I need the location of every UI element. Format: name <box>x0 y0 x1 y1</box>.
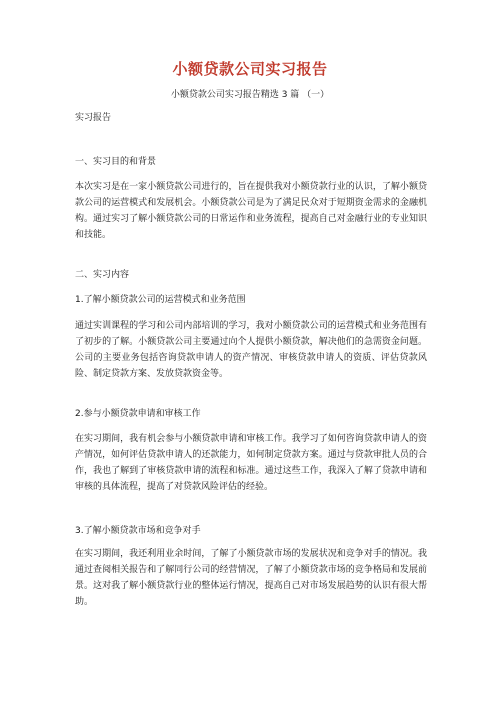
section-1-heading: 一、实习目的和背景 <box>75 157 157 167</box>
item-2-paragraph: 在实习期间，我有机会参与小额贷款申请和审核工作。我学习了如何咨询贷款申请人的资产情况，如何评估贷款申请人的还款能力，如何制定贷款方案。通过与贷款审批人员的合作，我也了解到了审核贷款申请的流程和标准。通过这些工作，我深入了解了贷款申请和审核的具体流程，提高了对贷款风险评估的经验。 <box>75 434 427 492</box>
section-2-heading: 二、实习内容 <box>75 270 130 280</box>
document-title: 小额贷款公司实习报告 <box>172 60 328 78</box>
report-label: 实习报告 <box>75 113 112 123</box>
item-1-heading: 1.了解小额贷款公司的运营模式和业务范围 <box>75 295 246 305</box>
item-3-heading: 3.了解小额贷款市场和竞争对手 <box>75 526 201 536</box>
item-1-paragraph: 通过实训课程的学习和公司内部培训的学习，我对小额贷款公司的运营模式和业务范围有了初步的了解。小额贷款公司主要通过向个人提供小额贷款，解决他们的急需资金问题。公司的主要业务包括咨询贷款申请人的资产情况、审核贷款申请人的资质、评估贷款风险、制定贷款方案、发放贷款资金等。 <box>75 321 427 379</box>
document-subtitle: 小额贷款公司实习报告精选 3 篇 （一） <box>170 90 330 100</box>
item-2-heading: 2.参与小额贷款申请和审核工作 <box>75 409 201 419</box>
section-1-paragraph: 本次实习是在一家小额贷款公司进行的，旨在提供我对小额贷款行业的认识，了解小额贷款公司的运营模式和发展机会。小额贷款公司是为了满足民众对于短期资金需求的金融机构。通过实习了解小额贷款公司的日常运作和业务流程，提高自己对金融行业的专业知识和技能。 <box>75 182 427 240</box>
item-3-paragraph: 在实习期间，我还利用业余时间，了解了小额贷款市场的发展状况和竞争对手的情况。我通过查阅相关报告和了解同行公司的经营情况，了解了小额贷款市场的竞争格局和发展前景。这对我了解小额贷款行业的整体运行情况，提高自己对市场发展趋势的认识有很大帮助。 <box>75 549 427 607</box>
